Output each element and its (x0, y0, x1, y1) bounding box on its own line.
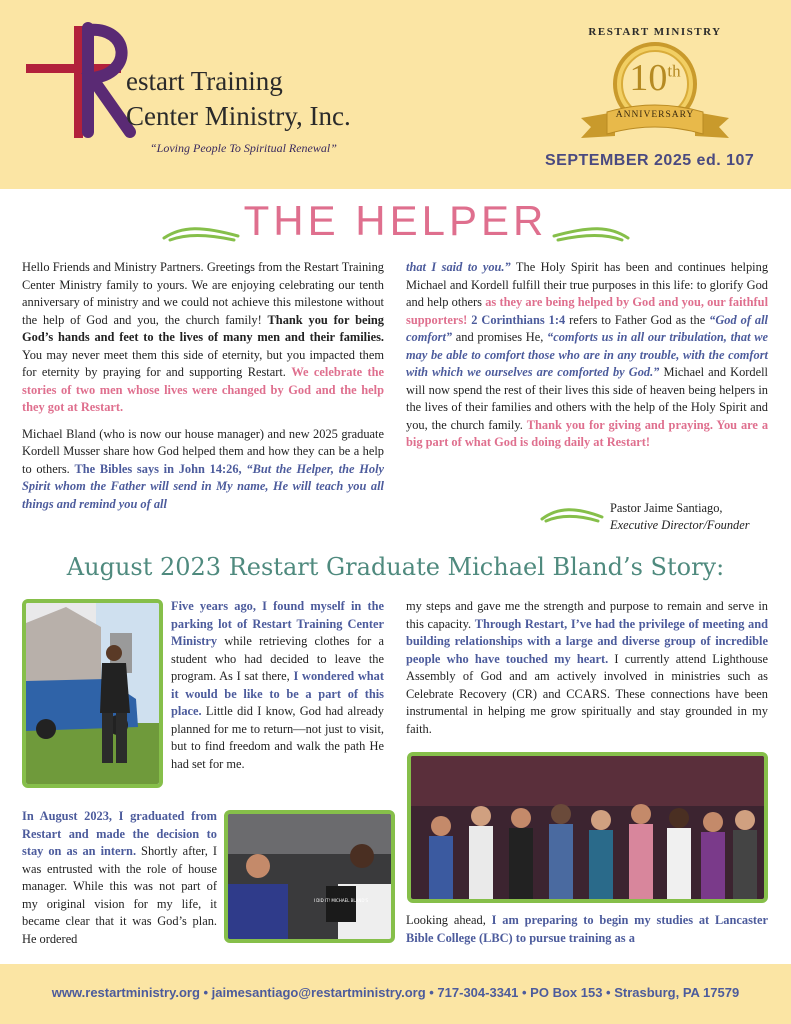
story-paragraph-2: In August 2023, I graduated from Restart and made the decision to stay on as an intern. Shortly after, I was entrusted with the role of house manager. While this was not part of my original vision for my life, it became clear that it was God’s plan. He ordered (22, 809, 218, 946)
edition-label: SEPTEMBER 2025 ed. 107 (545, 152, 755, 169)
badge-arc-text: RESTART MINISTRY (588, 26, 722, 38)
article-paragraph-1: Hello Friends and Ministry Partners. Greetings from the Restart Training Center Ministry family to yours. We are enjoying celebrating our tenth anniversary of ministry and we could not achieve this milestone without the help of God and you, the church family! Thank you for being God’s hands and feet to the lives of many men and their families. You may never meet them this side of eternity, but you impacted them for eternity by praying for and supporting Restart. We celebrate the stories of two men whose lives were changed by God and the help they got at Restart. (22, 260, 384, 414)
article-paragraph-3: that I said to you.” The Holy Spirit has been and continues helping Michael and Kordell fulfill their true purposes in this life: to glorify God and help others as they are being helped by God and you, our faithful supporters! 2 Corinthians 1:4 refers to Father God as the “God of all comfort” and promises He, “comforts us in all our tribulation, that we may be able to comfort those who are in any trouble, with the comfort with which we ourselves are comforted by God.” Michael and Kordell will now spend the rest of their lives this side of heaven being helpers in the lives of their families and others with the help of the Holy Spirit and you, the church family. Thank you for giving and praying. You are a big part of what God is doing daily at Restart! (406, 260, 769, 449)
badge-number-suffix: th (667, 61, 681, 81)
article-paragraph-2: Michael Bland (who is now our house manager) and new 2025 graduate Kordell Musser share how God helped them and how they can be a help to others. The Bibles says in John 14:26, “But the Helper, the Holy Spirit whom the Father will send in My name, He will teach you all things and remind you of all (22, 426, 385, 511)
signature-swirl-icon (540, 505, 604, 527)
cross-r-logo-icon (22, 22, 142, 142)
story-paragraph-4: Looking ahead, I am preparing to begin my studies at Lancaster Bible College (LBC) to pursue training as a (406, 913, 769, 945)
tagline: “Loving People To Spiritual Renewal” (150, 141, 337, 155)
photo-group-of-men-image (411, 756, 764, 899)
signature-role: Executive Director/Founder (610, 518, 750, 532)
badge-ribbon-text: ANNIVERSARY (615, 110, 695, 120)
article-left-column (22, 259, 384, 522)
footer-contact-info[interactable]: www.restartministry.org • jaimesantiago@restartministry.org • 717-304-3341 • PO Box 153 • Strasburg, PA 17579 (51, 985, 740, 1000)
story-column-4 (406, 912, 768, 956)
masthead (0, 0, 791, 189)
photo-man-by-car-image (26, 603, 159, 784)
story-paragraph-3: my steps and gave me the strength and purpose to remain and serve in this capacity. Through Restart, I’ve had the privilege of meeting and building relationships with a large and diverse group of incredible people who have touched my heart. I currently attend Lighthouse Assembly of God and am actively involved in ministries such as Celebrate Recovery (CR) and CCARS. These connections have been instrumental in helping me grow spiritually and stay grounded in my faith. (406, 599, 768, 736)
swirl-right-icon (552, 224, 630, 246)
badge-number-value: 10 (629, 57, 668, 99)
footer (0, 964, 791, 1024)
organization-name-line1: estart Training (126, 66, 283, 96)
photo-group-worship (407, 752, 768, 903)
signature-name: Pastor Jaime Santiago, (610, 501, 723, 515)
photo-michael-parking-lot (22, 599, 163, 788)
badge-number (575, 56, 735, 100)
story-column-2 (22, 808, 217, 957)
photo-sign-text: I DID IT! MICHAEL BLAND'S (313, 898, 369, 903)
story-title: August 2023 Restart Graduate Michael Bland’s Story: (66, 553, 725, 581)
photo-graduation-handshake (224, 810, 395, 943)
signature (610, 500, 750, 534)
story-column-3 (406, 598, 768, 747)
organization-name-line2: Center Ministry, Inc. (126, 101, 351, 131)
story-column-1 (171, 598, 384, 782)
photo-two-men-with-sign-image (228, 814, 391, 939)
article-title: THE HELPER (243, 197, 548, 244)
anniversary-badge (575, 20, 735, 146)
article-right-column (406, 259, 768, 461)
story-paragraph-1: Five years ago, I found myself in the parking lot of Restart Training Center Ministry while retrieving clothes for a student who had decided to leave the program. As I sat there, I wondered what it would be like to be a part of this place. Little did I know, God had already planned for me to return—not just to visit, but to find freedom and walk the path He had set for me. (171, 599, 384, 771)
